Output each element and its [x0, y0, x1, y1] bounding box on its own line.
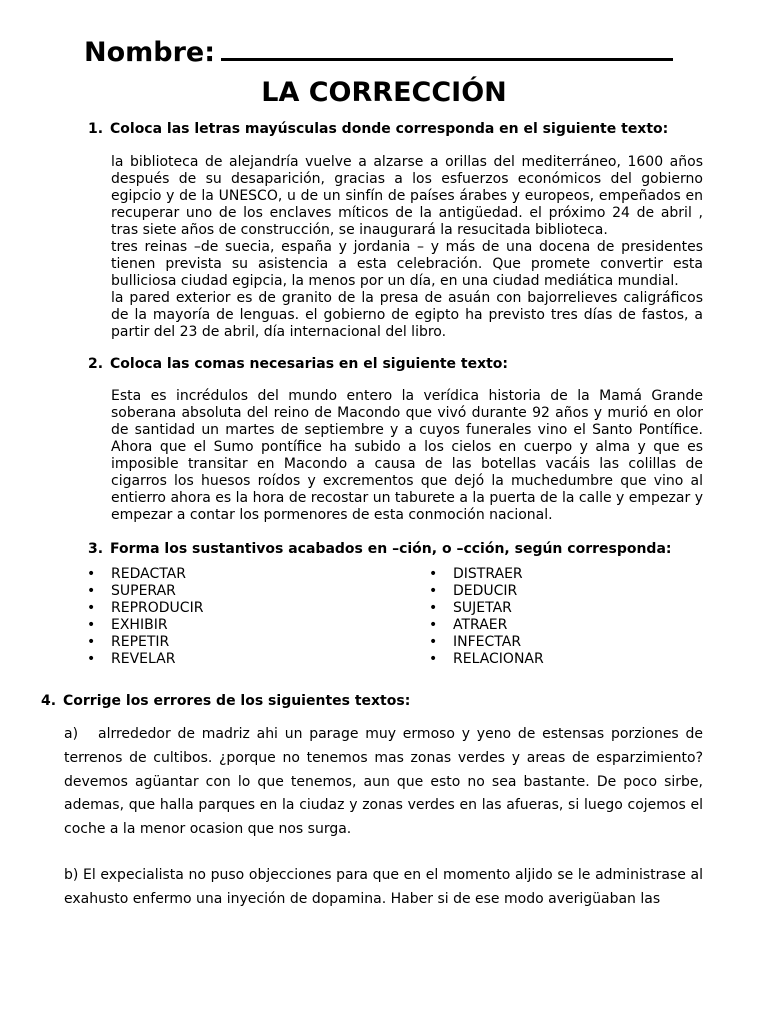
list-item [87, 651, 203, 668]
list-item-word: EXHIBIR [111, 617, 168, 633]
question-1-heading [88, 120, 668, 138]
question-2-text: Coloca las comas necesarias en el siguiente texto: [110, 356, 509, 372]
question-4-number: 4. [41, 693, 57, 709]
list-item-word: DISTRAER [453, 566, 523, 582]
list-item [429, 634, 544, 651]
list-item [429, 617, 544, 634]
question-1-paragraph: la biblioteca de alejandría vuelve a alzarse a orillas del mediterráneo, 1600 años después de su desaparición, gracias a los esfuerzos económicos del gobierno egipcio y de la UNESCO, u de un sinfín de países árabes y europeos, empeñados en recuperar uno de los enclaves míticos de la antigüedad. el próximo 24 de abril , tras siete años de construcción, se inaugurará la resucitada biblioteca. [111, 154, 703, 238]
list-item-word: REVELAR [111, 651, 176, 667]
bullet-icon: • [87, 566, 96, 582]
question-3-heading [88, 540, 672, 558]
list-item [87, 634, 203, 651]
name-line [84, 30, 673, 73]
list-item-word: SUJETAR [453, 600, 512, 616]
list-item-word: INFECTAR [453, 634, 522, 650]
list-item [87, 566, 203, 583]
question-2-paragraph: Esta es incrédulos del mundo entero la verídica historia de la Mamá Grande soberana absoluta del reino de Macondo que vivó durante 92 años y murió en olor de santidad un martes de septiembre y a cuyos funerales vino el Santo Pontífice. Ahora que el Sumo pontífice ha subido a los cielos en cuerpo y alma y que es imposible transitar en Macondo a causa de las botellas vacáis las colillas de cigarros los huesos roídos y excrementos que dejó la muchedumbre que vino al entierro ahora es la hora de recostar un taburete a la puerta de la calle y empezar y empezar a contar los pormenores de esta conmoción nacional. [111, 388, 703, 523]
bullet-icon: • [87, 600, 96, 616]
question-2-passage [111, 388, 703, 524]
bullet-icon: • [429, 566, 438, 582]
bullet-icon: • [429, 651, 438, 667]
name-label: Nombre: [84, 37, 216, 68]
list-item-word: SUPERAR [111, 583, 176, 599]
bullet-icon: • [87, 634, 96, 650]
question-1-passage [111, 154, 703, 341]
question-1-number: 1. [88, 121, 104, 137]
bullet-icon: • [429, 634, 438, 650]
question-3-text: Forma los sustantivos acabados en –ción, o –cción, según corresponda: [110, 541, 672, 557]
question-4-text-a [64, 723, 703, 842]
list-item-word: REPETIR [111, 634, 170, 650]
question-1-text: Coloca las letras mayúsculas donde corresponda en el siguiente texto: [110, 121, 669, 137]
question-4-a-body: alrrededor de madriz ahi un parage muy ermoso y yeno de estensas porziones de terrenos de cultibos. ¿porque no tenemos mas zonas verdes y areas de esparzimiento? devemos agüantar con lo que tenemos, aun que esto no sea bastante. De poco sirbe, ademas, que halla parques en la ciudaz y zonas verdes en las afueras, si luego cojemos el coche a la menor ocasion que nos surga. [64, 726, 703, 838]
document-title: LA CORRECCIÓN [261, 77, 507, 108]
bullet-icon: • [429, 617, 438, 633]
list-item-word: RELACIONAR [453, 651, 544, 667]
list-item [87, 617, 203, 634]
list-item-word: REPRODUCIR [111, 600, 204, 616]
question-2-number: 2. [88, 356, 104, 372]
question-1-paragraph: la pared exterior es de granito de la presa de asuán con bajorrelieves caligráficos de la mayoría de lenguas. el gobierno de egipto ha previsto tres días de fastos, a partir del 23 de abril, día internacional del libro. [111, 290, 703, 340]
word-list-right [429, 566, 544, 668]
list-item [429, 651, 544, 668]
list-item [429, 583, 544, 600]
name-blank [221, 30, 673, 61]
question-4-text: Corrige los errores de los siguientes textos: [63, 693, 411, 709]
bullet-icon: • [87, 617, 96, 633]
list-item [87, 583, 203, 600]
list-item [429, 566, 544, 583]
bullet-icon: • [87, 583, 96, 599]
list-item-word: DEDUCIR [453, 583, 518, 599]
bullet-icon: • [429, 583, 438, 599]
word-list-left [87, 566, 203, 668]
list-item-word: REDACTAR [111, 566, 186, 582]
list-item [87, 600, 203, 617]
list-item-word: ATRAER [453, 617, 508, 633]
bullet-icon: • [87, 651, 96, 667]
question-3-number: 3. [88, 541, 104, 557]
bullet-icon: • [429, 600, 438, 616]
question-1-paragraph: tres reinas –de suecia, españa y jordania – y más de una docena de presidentes tienen prevista su asistencia a esta celebración. Que promete convertir esta bulliciosa ciudad egipcia, la menos por un día, en una ciudad mediática mundial. [111, 239, 703, 289]
question-4-a-label: a) [64, 726, 79, 742]
question-4-heading [41, 692, 410, 710]
question-2-heading [88, 355, 508, 373]
list-item [429, 600, 544, 617]
question-4-text-b: b) El expecialista no puso objecciones para que en el momento aljido se le administrase al exahusto enfermo una inyeción de dopamina. Haber si de ese modo averigüaban las [64, 867, 703, 907]
